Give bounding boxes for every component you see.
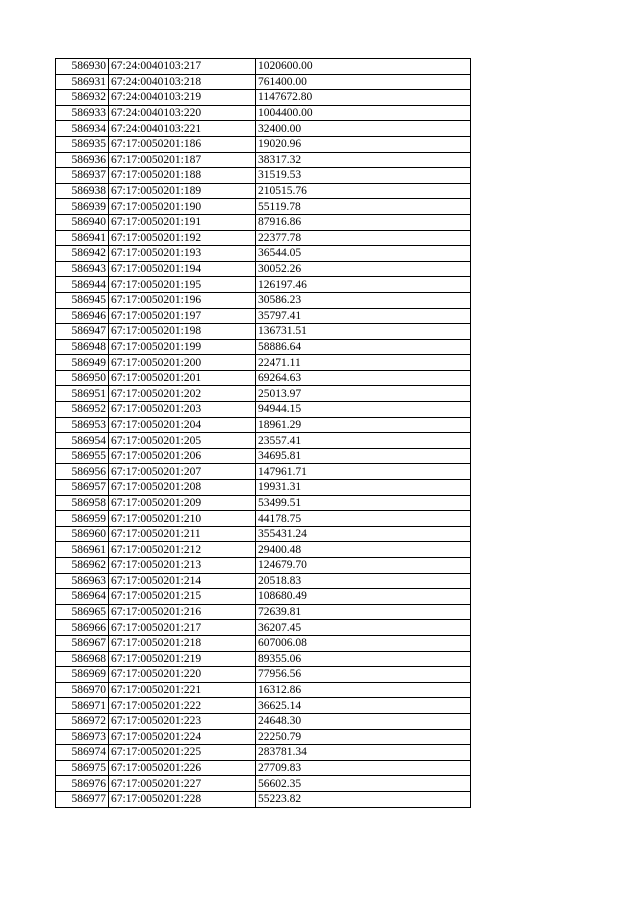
row-id-cell: 586937 bbox=[56, 168, 109, 184]
cadastral-number-cell: 67:17:0050201:192 bbox=[109, 230, 256, 246]
cadastral-number-cell: 67:17:0050201:221 bbox=[109, 682, 256, 698]
table-row bbox=[56, 261, 471, 277]
cadastral-number-cell: 67:17:0050201:202 bbox=[109, 386, 256, 402]
table-row bbox=[56, 604, 471, 620]
row-id-cell: 586960 bbox=[56, 526, 109, 542]
row-id-cell: 586941 bbox=[56, 230, 109, 246]
cadastral-number-cell: 67:17:0050201:189 bbox=[109, 183, 256, 199]
table-row bbox=[56, 558, 471, 574]
amount-cell: 126197.46 bbox=[256, 277, 471, 293]
amount-cell: 283781.34 bbox=[256, 745, 471, 761]
row-id-cell: 586931 bbox=[56, 74, 109, 90]
cadastral-number-cell: 67:17:0050201:196 bbox=[109, 292, 256, 308]
cadastral-number-cell: 67:17:0050201:199 bbox=[109, 339, 256, 355]
amount-cell: 19931.31 bbox=[256, 480, 471, 496]
cadastral-number-cell: 67:17:0050201:224 bbox=[109, 729, 256, 745]
cadastral-number-cell: 67:17:0050201:207 bbox=[109, 464, 256, 480]
cadastral-number-cell: 67:17:0050201:225 bbox=[109, 745, 256, 761]
amount-cell: 55223.82 bbox=[256, 791, 471, 807]
amount-cell: 36625.14 bbox=[256, 698, 471, 714]
table-row bbox=[56, 199, 471, 215]
cadastral-number-cell: 67:17:0050201:194 bbox=[109, 261, 256, 277]
row-id-cell: 586959 bbox=[56, 511, 109, 527]
cadastral-number-cell: 67:17:0050201:188 bbox=[109, 168, 256, 184]
cadastral-number-cell: 67:17:0050201:201 bbox=[109, 370, 256, 386]
cadastral-number-cell: 67:17:0050201:213 bbox=[109, 558, 256, 574]
amount-cell: 22377.78 bbox=[256, 230, 471, 246]
table-row bbox=[56, 791, 471, 807]
table-row bbox=[56, 230, 471, 246]
row-id-cell: 586974 bbox=[56, 745, 109, 761]
table-row bbox=[56, 339, 471, 355]
table-row bbox=[56, 90, 471, 106]
row-id-cell: 586952 bbox=[56, 402, 109, 418]
cadastral-number-cell: 67:17:0050201:215 bbox=[109, 589, 256, 605]
amount-cell: 1020600.00 bbox=[256, 59, 471, 75]
cadastral-number-cell: 67:17:0050201:212 bbox=[109, 542, 256, 558]
amount-cell: 44178.75 bbox=[256, 511, 471, 527]
row-id-cell: 586950 bbox=[56, 370, 109, 386]
cadastral-number-cell: 67:17:0050201:226 bbox=[109, 760, 256, 776]
amount-cell: 23557.41 bbox=[256, 433, 471, 449]
table-row bbox=[56, 183, 471, 199]
table-row bbox=[56, 713, 471, 729]
amount-cell: 355431.24 bbox=[256, 526, 471, 542]
amount-cell: 30052.26 bbox=[256, 261, 471, 277]
cadastral-number-cell: 67:24:0040103:219 bbox=[109, 90, 256, 106]
row-id-cell: 586971 bbox=[56, 698, 109, 714]
table-row bbox=[56, 308, 471, 324]
amount-cell: 77956.56 bbox=[256, 667, 471, 683]
amount-cell: 36207.45 bbox=[256, 620, 471, 636]
row-id-cell: 586956 bbox=[56, 464, 109, 480]
row-id-cell: 586936 bbox=[56, 152, 109, 168]
row-id-cell: 586945 bbox=[56, 292, 109, 308]
amount-cell: 56602.35 bbox=[256, 776, 471, 792]
table-row bbox=[56, 59, 471, 75]
row-id-cell: 586962 bbox=[56, 558, 109, 574]
cadastral-number-cell: 67:17:0050201:186 bbox=[109, 136, 256, 152]
cadastral-number-cell: 67:17:0050201:227 bbox=[109, 776, 256, 792]
row-id-cell: 586966 bbox=[56, 620, 109, 636]
row-id-cell: 586972 bbox=[56, 713, 109, 729]
amount-cell: 87916.86 bbox=[256, 214, 471, 230]
table-row bbox=[56, 448, 471, 464]
amount-cell: 18961.29 bbox=[256, 417, 471, 433]
amount-cell: 210515.76 bbox=[256, 183, 471, 199]
cadastral-number-cell: 67:17:0050201:193 bbox=[109, 246, 256, 262]
row-id-cell: 586946 bbox=[56, 308, 109, 324]
row-id-cell: 586930 bbox=[56, 59, 109, 75]
amount-cell: 34695.81 bbox=[256, 448, 471, 464]
row-id-cell: 586958 bbox=[56, 495, 109, 511]
table-row bbox=[56, 433, 471, 449]
table-row bbox=[56, 402, 471, 418]
table-row bbox=[56, 417, 471, 433]
amount-cell: 19020.96 bbox=[256, 136, 471, 152]
amount-cell: 147961.71 bbox=[256, 464, 471, 480]
table-row bbox=[56, 573, 471, 589]
row-id-cell: 586961 bbox=[56, 542, 109, 558]
cadastral-number-cell: 67:17:0050201:217 bbox=[109, 620, 256, 636]
row-id-cell: 586939 bbox=[56, 199, 109, 215]
row-id-cell: 586954 bbox=[56, 433, 109, 449]
cadastral-number-cell: 67:17:0050201:187 bbox=[109, 152, 256, 168]
table-row bbox=[56, 729, 471, 745]
cadastral-number-cell: 67:24:0040103:218 bbox=[109, 74, 256, 90]
row-id-cell: 586949 bbox=[56, 355, 109, 371]
table-row bbox=[56, 386, 471, 402]
row-id-cell: 586938 bbox=[56, 183, 109, 199]
row-id-cell: 586967 bbox=[56, 635, 109, 651]
cadastral-number-cell: 67:24:0040103:221 bbox=[109, 121, 256, 137]
amount-cell: 22250.79 bbox=[256, 729, 471, 745]
amount-cell: 35797.41 bbox=[256, 308, 471, 324]
table-body bbox=[56, 59, 471, 808]
cadastral-number-cell: 67:17:0050201:209 bbox=[109, 495, 256, 511]
amount-cell: 30586.23 bbox=[256, 292, 471, 308]
amount-cell: 607006.08 bbox=[256, 635, 471, 651]
cadastral-number-cell: 67:17:0050201:222 bbox=[109, 698, 256, 714]
table-row bbox=[56, 136, 471, 152]
amount-cell: 124679.70 bbox=[256, 558, 471, 574]
cadastral-number-cell: 67:17:0050201:216 bbox=[109, 604, 256, 620]
table-row bbox=[56, 121, 471, 137]
amount-cell: 20518.83 bbox=[256, 573, 471, 589]
row-id-cell: 586976 bbox=[56, 776, 109, 792]
cadastral-number-cell: 67:17:0050201:197 bbox=[109, 308, 256, 324]
amount-cell: 32400.00 bbox=[256, 121, 471, 137]
amount-cell: 94944.15 bbox=[256, 402, 471, 418]
amount-cell: 27709.83 bbox=[256, 760, 471, 776]
cadastral-number-cell: 67:17:0050201:195 bbox=[109, 277, 256, 293]
table-row bbox=[56, 292, 471, 308]
cadastral-number-cell: 67:17:0050201:191 bbox=[109, 214, 256, 230]
cadastral-number-cell: 67:17:0050201:205 bbox=[109, 433, 256, 449]
cadastral-number-cell: 67:17:0050201:228 bbox=[109, 791, 256, 807]
row-id-cell: 586955 bbox=[56, 448, 109, 464]
cadastral-number-cell: 67:17:0050201:219 bbox=[109, 651, 256, 667]
row-id-cell: 586957 bbox=[56, 480, 109, 496]
row-id-cell: 586944 bbox=[56, 277, 109, 293]
table-row bbox=[56, 698, 471, 714]
row-id-cell: 586970 bbox=[56, 682, 109, 698]
row-id-cell: 586943 bbox=[56, 261, 109, 277]
row-id-cell: 586942 bbox=[56, 246, 109, 262]
amount-cell: 761400.00 bbox=[256, 74, 471, 90]
amount-cell: 24648.30 bbox=[256, 713, 471, 729]
table-row bbox=[56, 667, 471, 683]
amount-cell: 38317.32 bbox=[256, 152, 471, 168]
table-row bbox=[56, 526, 471, 542]
cadastral-number-cell: 67:17:0050201:204 bbox=[109, 417, 256, 433]
amount-cell: 16312.86 bbox=[256, 682, 471, 698]
amount-cell: 72639.81 bbox=[256, 604, 471, 620]
cadastral-number-cell: 67:17:0050201:214 bbox=[109, 573, 256, 589]
table-row bbox=[56, 214, 471, 230]
data-table bbox=[55, 58, 471, 808]
cadastral-number-cell: 67:17:0050201:220 bbox=[109, 667, 256, 683]
cadastral-number-cell: 67:17:0050201:206 bbox=[109, 448, 256, 464]
cadastral-number-cell: 67:17:0050201:218 bbox=[109, 635, 256, 651]
table-row bbox=[56, 511, 471, 527]
cadastral-number-cell: 67:17:0050201:223 bbox=[109, 713, 256, 729]
amount-cell: 89355.06 bbox=[256, 651, 471, 667]
table-row bbox=[56, 370, 471, 386]
cadastral-number-cell: 67:17:0050201:198 bbox=[109, 324, 256, 340]
table-row bbox=[56, 745, 471, 761]
row-id-cell: 586953 bbox=[56, 417, 109, 433]
row-id-cell: 586973 bbox=[56, 729, 109, 745]
row-id-cell: 586947 bbox=[56, 324, 109, 340]
row-id-cell: 586948 bbox=[56, 339, 109, 355]
table-row bbox=[56, 246, 471, 262]
table-row bbox=[56, 152, 471, 168]
table-row bbox=[56, 74, 471, 90]
table-row bbox=[56, 651, 471, 667]
amount-cell: 53499.51 bbox=[256, 495, 471, 511]
row-id-cell: 586977 bbox=[56, 791, 109, 807]
amount-cell: 55119.78 bbox=[256, 199, 471, 215]
cadastral-number-cell: 67:24:0040103:217 bbox=[109, 59, 256, 75]
table-row bbox=[56, 635, 471, 651]
amount-cell: 108680.49 bbox=[256, 589, 471, 605]
table-row bbox=[56, 776, 471, 792]
amount-cell: 31519.53 bbox=[256, 168, 471, 184]
amount-cell: 69264.63 bbox=[256, 370, 471, 386]
amount-cell: 136731.51 bbox=[256, 324, 471, 340]
row-id-cell: 586951 bbox=[56, 386, 109, 402]
amount-cell: 58886.64 bbox=[256, 339, 471, 355]
amount-cell: 29400.48 bbox=[256, 542, 471, 558]
cadastral-number-cell: 67:17:0050201:210 bbox=[109, 511, 256, 527]
cadastral-number-cell: 67:17:0050201:190 bbox=[109, 199, 256, 215]
table-row bbox=[56, 620, 471, 636]
amount-cell: 36544.05 bbox=[256, 246, 471, 262]
table-row bbox=[56, 105, 471, 121]
row-id-cell: 586933 bbox=[56, 105, 109, 121]
amount-cell: 25013.97 bbox=[256, 386, 471, 402]
table-row bbox=[56, 682, 471, 698]
table-row bbox=[56, 355, 471, 371]
row-id-cell: 586975 bbox=[56, 760, 109, 776]
table-row bbox=[56, 480, 471, 496]
cadastral-number-cell: 67:17:0050201:203 bbox=[109, 402, 256, 418]
row-id-cell: 586940 bbox=[56, 214, 109, 230]
row-id-cell: 586965 bbox=[56, 604, 109, 620]
table-row bbox=[56, 495, 471, 511]
amount-cell: 1147672.80 bbox=[256, 90, 471, 106]
cadastral-number-cell: 67:17:0050201:208 bbox=[109, 480, 256, 496]
row-id-cell: 586932 bbox=[56, 90, 109, 106]
table-row bbox=[56, 324, 471, 340]
cadastral-number-cell: 67:17:0050201:211 bbox=[109, 526, 256, 542]
row-id-cell: 586964 bbox=[56, 589, 109, 605]
table-row bbox=[56, 542, 471, 558]
row-id-cell: 586935 bbox=[56, 136, 109, 152]
row-id-cell: 586934 bbox=[56, 121, 109, 137]
table-row bbox=[56, 760, 471, 776]
table-row bbox=[56, 589, 471, 605]
table-row bbox=[56, 277, 471, 293]
row-id-cell: 586969 bbox=[56, 667, 109, 683]
row-id-cell: 586963 bbox=[56, 573, 109, 589]
amount-cell: 1004400.00 bbox=[256, 105, 471, 121]
cadastral-number-cell: 67:24:0040103:220 bbox=[109, 105, 256, 121]
table-row bbox=[56, 168, 471, 184]
table-row bbox=[56, 464, 471, 480]
row-id-cell: 586968 bbox=[56, 651, 109, 667]
cadastral-number-cell: 67:17:0050201:200 bbox=[109, 355, 256, 371]
amount-cell: 22471.11 bbox=[256, 355, 471, 371]
